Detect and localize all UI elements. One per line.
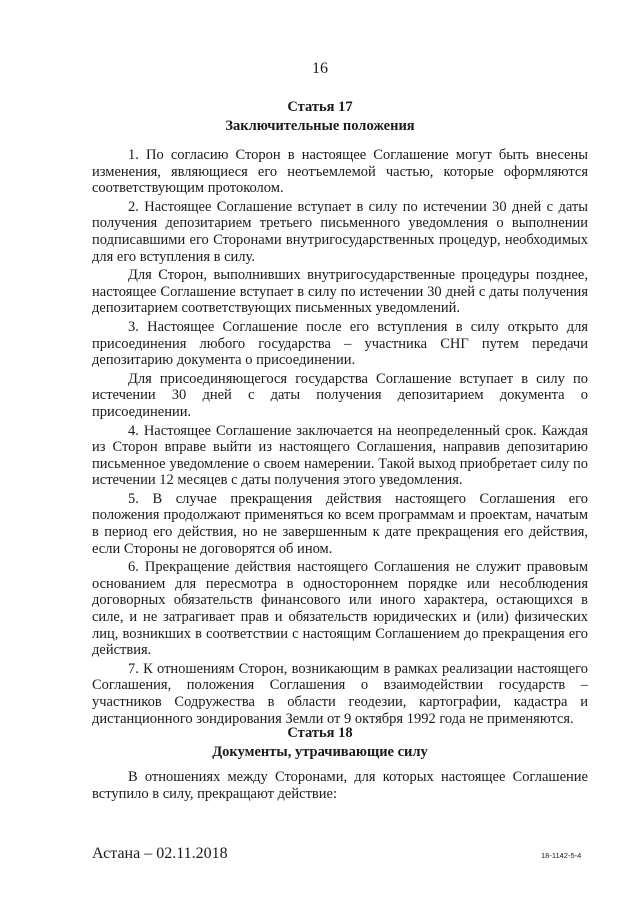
paragraph: 1. По согласию Сторон в настоящее Соглашение могут быть внесены изменения, являющиеся его неотъемлемой частью, которые оформляются соответствующим протоколом. xyxy=(92,147,588,197)
paragraph: Для присоединяющегося государства Соглашение вступает в силу по истечении 30 дней с даты получения депозитарием документа о присоединении. xyxy=(92,370,588,420)
page-number: 16 xyxy=(312,60,328,77)
paragraph: 3. Настоящее Соглашение после его вступления в силу открыто для присоединения любого государства – участника СНГ путем передачи депозитарию документа о присоединении. xyxy=(92,318,588,369)
article-17-subtitle: Заключительные положения xyxy=(225,118,415,134)
footer-place-date: Астана – 02.11.2018 xyxy=(92,845,228,862)
paragraph: 2. Настоящее Соглашение вступает в силу по истечении 30 дней с даты получения депозитарием третьего письменного уведомления о выполнении подписавшими его Сторонами внутригосударственных процедур, необходимых для его вступления в силу. xyxy=(92,198,588,265)
article-18-subtitle: Документы, утрачивающие силу xyxy=(212,744,428,760)
paragraph: В отношениях между Сторонами, для которых настоящее Соглашение вступило в силу, прекращают действие: xyxy=(92,769,588,802)
article-18-heading xyxy=(0,724,640,762)
article-17-body xyxy=(92,147,588,727)
footer-doc-code: 18-1142-5-4 xyxy=(541,851,582,860)
article-18-body xyxy=(92,769,588,802)
article-18-title: Статья 18 xyxy=(287,725,353,741)
paragraph: 4. Настоящее Соглашение заключается на неопределенный срок. Каждая из Сторон вправе выйти из настоящего Соглашения, направив депозитарию письменное уведомление о своем намерении. Такой выход приобретает силу по истечении 12 месяцев с даты получения этого уведомления. xyxy=(92,422,588,489)
paragraph: 5. В случае прекращения действия настоящего Соглашения его положения продолжают применяться ко всем программам и проектам, начатым в период его действия, но не завершенным к дате прекращения его действия, если Стороны не договорятся об ином. xyxy=(92,490,588,557)
paragraph: Для Сторон, выполнивших внутригосударственные процедуры позднее, настоящее Соглашение вступает в силу по истечении 30 дней с даты получения депозитарием соответствующих письменных уведомлений. xyxy=(92,267,588,317)
paragraph: 6. Прекращение действия настоящего Соглашения не служит правовым основанием для пересмотра в одностороннем порядке или несоблюдения договорных обязательств финансового или иного характера, остающихся в силе, и не затрагивает прав и обязательств юридических и (или) физических лиц, возникших в соответствии с настоящим Соглашением до прекращения его действия. xyxy=(92,559,588,659)
article-17-heading xyxy=(0,98,640,136)
article-17-title: Статья 17 xyxy=(287,99,353,115)
paragraph: 7. К отношениям Сторон, возникающим в рамках реализации настоящего Соглашения, положения Соглашения о взаимодействии государств – участников Содружества в области геодезии, картографии, кадастра и дистанционного зондирования Земли от 9 октября 1992 года не применяются. xyxy=(92,660,588,727)
